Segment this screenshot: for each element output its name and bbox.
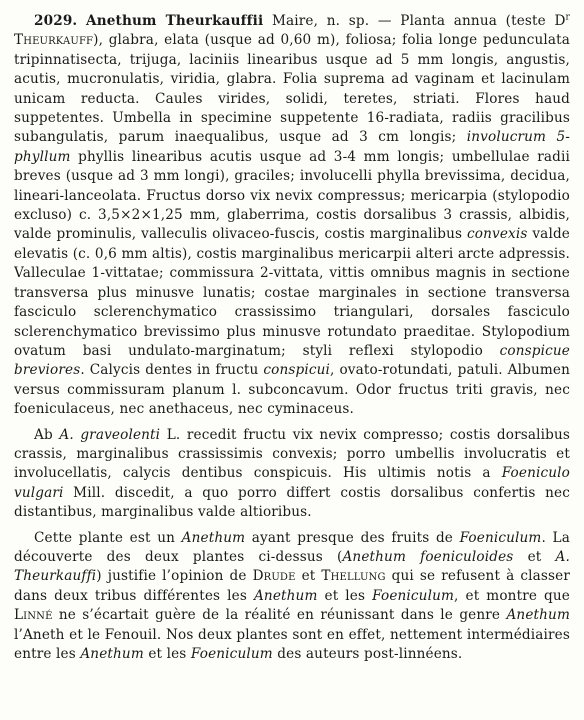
commentary-text-s: ne s’écartait guère de la réalité en réunissant dans le genre — [52, 607, 507, 624]
document-page — [14, 12, 570, 708]
comparison-paragraph — [14, 426, 570, 523]
description-text-c: phyllis linearibus acutis usque ad 3-4 mm longis; umbellulae radii breves (usque ad 3 mm longi), graciles; involucelli phylla brevissima, decidua, lineari-lanceolata. Fructus dorso vix nevix compressus; mericarpia (stylopodio excluso) c. 3,5×2×1,25 mm, glaberrima, costis dorsalibus 3 crassis, albidis, valde prominulis, valleculis olivaceo-fuscis, costis marginalibus — [14, 148, 570, 243]
french-commentary-paragraph — [14, 529, 570, 665]
commentary-text-m: qui se refusent à classer dans deux tribus différentes les — [14, 568, 570, 604]
commentary-text-p: Foeniculum — [372, 587, 455, 604]
commentary-text-r: Linné — [14, 607, 53, 624]
entry-number: 2029. — [34, 13, 78, 29]
description-text-e: valde elevatis (c. 0,6 mm altis), costis marginalibus mericarpii alteri arcte adpressis. Valleculae 1-vittatae; commissura 2-vittata, vittis omnibus magnis in sectione transversa plus minusve lunatis; costae marginales in sectione transversa fasciculo sclerenchymatico crassissimo triangulari, dorsales fasciculo sclerenchymatico brevissimo plus minusve rotundato praeditae. Stylopodium ovatum basi undulato-marginatum; styli reflexi stylopodio — [14, 226, 570, 359]
commentary-text-t: Anethum — [506, 607, 570, 624]
commentary-text-k: et — [295, 568, 322, 585]
commentary-text-u: l’Aneth et le Fenouil. Nos deux plantes sont en effet, nettement intermédiaires entre les — [14, 626, 570, 662]
comparison-text-d: Foeniculo vulgari — [14, 465, 570, 501]
species-title: Anethum Theurkauffii — [86, 13, 264, 29]
commentary-text-v: Anethum — [80, 646, 144, 662]
description-text-h: conspicui — [263, 362, 331, 379]
commentary-text-e: . La découverte des deux plantes ci-dessus ( — [14, 529, 570, 565]
commentary-text-q: , et montre que — [454, 587, 570, 604]
species-description-paragraph — [14, 12, 570, 420]
description-text-g: . Calycis dentes in fructu — [80, 362, 264, 379]
comparison-text-a: Ab — [34, 426, 60, 443]
comparison-text-c: L. recedit fructu vix nevix compresso; costis dorsalibus crassis, marginalibus crassissimis convexis; porro umbellis involucratis et involucellatis, calycis dentibus conspicuis. His ultimis notis a — [14, 426, 570, 482]
commentary-text-g: et — [513, 548, 556, 565]
author-text: Maire, n. sp. — Planta annua (teste D — [271, 13, 566, 29]
commentary-text-i: ) justifie l’opinion de — [96, 568, 253, 585]
description-text-a: ), glabra, elata (usque ad 0,60 m), foliosa; folia longe pedunculata tripinnatisecta, trijuga, laciniis linearibus usque ad 5 mm longis, angustis, acutis, mucronulatis, viridia, glabra. Folia suprema ad vaginam et lacinulam unicam reducta. Caules virides, solidi, teretes, striati. Flores haud suppetentes. Umbella in specimine suppetente 16-radiata, radiis gracilibus subangulatis, parum inaequalibus, usque ad 3 cm longis; — [14, 32, 570, 146]
comparison-text-b: A. graveolenti — [59, 426, 161, 443]
commentary-text-x: Foeniculum — [190, 646, 273, 662]
description-text-f: conspicue breviores — [14, 342, 570, 379]
collector-name: Theurkauff — [14, 32, 94, 49]
commentary-text-w: et les — [143, 646, 191, 662]
commentary-text-o: et les — [317, 587, 373, 604]
commentary-text-f: Anethum foeniculoides — [342, 548, 514, 565]
commentary-text-n: Anethum — [253, 587, 318, 604]
commentary-text-a: Cette plante est un — [34, 529, 182, 546]
description-text-i: , ovato-rotundati, patuli. Albumen versus commissuram planum l. subconcavum. Odor fructus triti gravis, nec foeniculaceus, nec anethaceus, nec cyminaceus. — [14, 362, 570, 418]
description-text-b: involucrum 5-phyllum — [14, 129, 570, 165]
commentary-text-h: A. Theurkauffi — [14, 548, 570, 585]
commentary-text-c: ayant presque des fruits de — [245, 529, 460, 546]
author-superscript: r — [565, 12, 570, 23]
commentary-text-j: Drude — [252, 568, 296, 585]
description-text-d: convexis — [467, 226, 528, 243]
comparison-text-e: Mill. discedit, a quo porro differt costis dorsalibus confertis nec distantibus, marginalibus valde altioribus. — [14, 484, 570, 521]
commentary-text-l: Thellung — [321, 568, 386, 585]
commentary-text-b: Anethum — [181, 529, 246, 546]
commentary-text-d: Foeniculum — [459, 529, 542, 546]
commentary-text-y: des auteurs post-linnéens. — [272, 646, 463, 662]
